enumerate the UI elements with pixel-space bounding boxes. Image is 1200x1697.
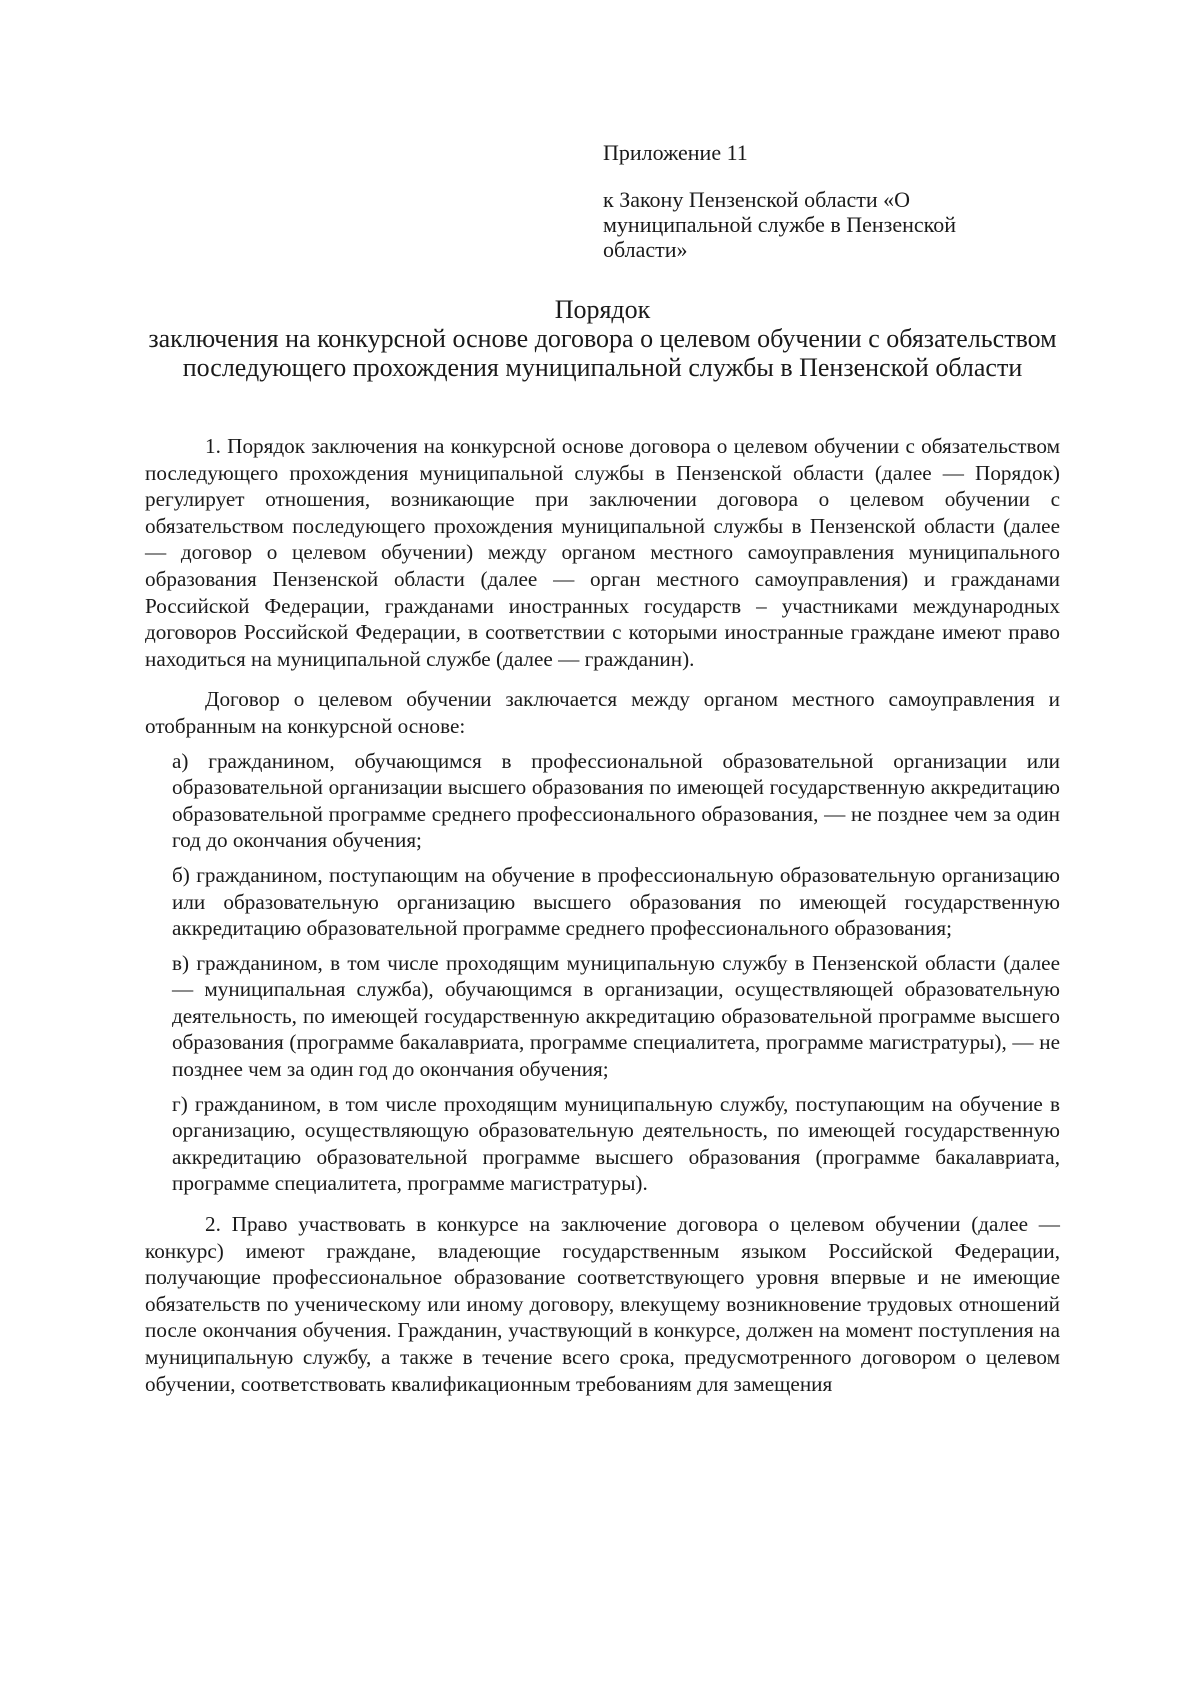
document-title xyxy=(145,295,1060,382)
annex-law-reference: к Закону Пензенской области «О муниципальной службе в Пензенской области» xyxy=(603,187,956,262)
annex-number: Приложение 11 xyxy=(603,140,748,165)
paragraph-1: 1. Порядок заключения на конкурсной основе договора о целевом обучении с обязательством последующего прохождения муниципальной службы в Пензенской области (далее — Порядок) регулирует отношения, возникающие при заключении договора о целевом обучении с обязательством последующего прохождения муниципальной службы в Пензенской области (далее — договор о целевом обучении) между органом местного самоуправления муниципального образования Пензенской области (далее — орган местного самоуправления) и гражданами Российской Федерации, гражданами иностранных государств – участниками международных договоров Российской Федерации, в соответствии с которыми иностранные граждане имеют право находиться на муниципальной службе (далее — гражданин). xyxy=(145,434,1060,671)
list-item-a: а) гражданином, обучающимся в профессиональной образовательной организации или образовательной организации высшего образования по имеющей государственную аккредитацию образовательной программе среднего профессионального образования, — не позднее чем за один год до окончания обучения; xyxy=(172,748,1060,853)
list-item-v: в) гражданином, в том числе проходящим муниципальную службу в Пензенской области (далее — муниципальная служба), обучающимся в организации, осуществляющей образовательную деятельность, по имеющей государственную аккредитацию образовательной программе высшего образования (программе бакалавриата, программе специалитета, программе магистратуры), — не позднее чем за один год до окончания обучения; xyxy=(172,950,1060,1082)
list-item-g: г) гражданином, в том числе проходящим муниципальную службу, поступающим на обучение в организацию, осуществляющую образовательную деятельность, по имеющей государственную аккредитацию образовательной программе высшего образования (программе бакалавриата, программе специалитета, программе магистратуры). xyxy=(172,1091,1060,1196)
title-main: Порядок xyxy=(554,295,651,324)
title-subtitle: заключения на конкурсной основе договора о целевом обучении с обязательством последующего прохождения муниципальной службы в Пензенской области xyxy=(148,324,1057,382)
list-item-b: б) гражданином, поступающим на обучение в профессиональную образовательную организацию или образовательную организацию высшего образования по имеющей государственную аккредитацию образовательной программе среднего профессионального образования; xyxy=(172,862,1060,941)
paragraph-contract-parties: Договор о целевом обучении заключается между органом местного самоуправления и отобранным на конкурсной основе: xyxy=(145,687,1060,738)
document-body xyxy=(145,433,1060,1397)
annex-header xyxy=(603,140,1023,262)
paragraph-2: 2. Право участвовать в конкурсе на заключение договора о целевом обучении (далее — конкурс) имеют граждане, владеющие государственным языком Российской Федерации, получающие профессиональное образование соответствующего уровня впервые и не имеющие обязательств по ученическому или иному договору, влекущему возникновение трудовых отношений после окончания обучения. Гражданин, участвующий в конкурсе, должен на момент поступления на муниципальную службу, а также в течение всего срока, предусмотренного договором о целевом обучении, соответствовать квалификационным требованиям для замещения xyxy=(145,1212,1060,1396)
